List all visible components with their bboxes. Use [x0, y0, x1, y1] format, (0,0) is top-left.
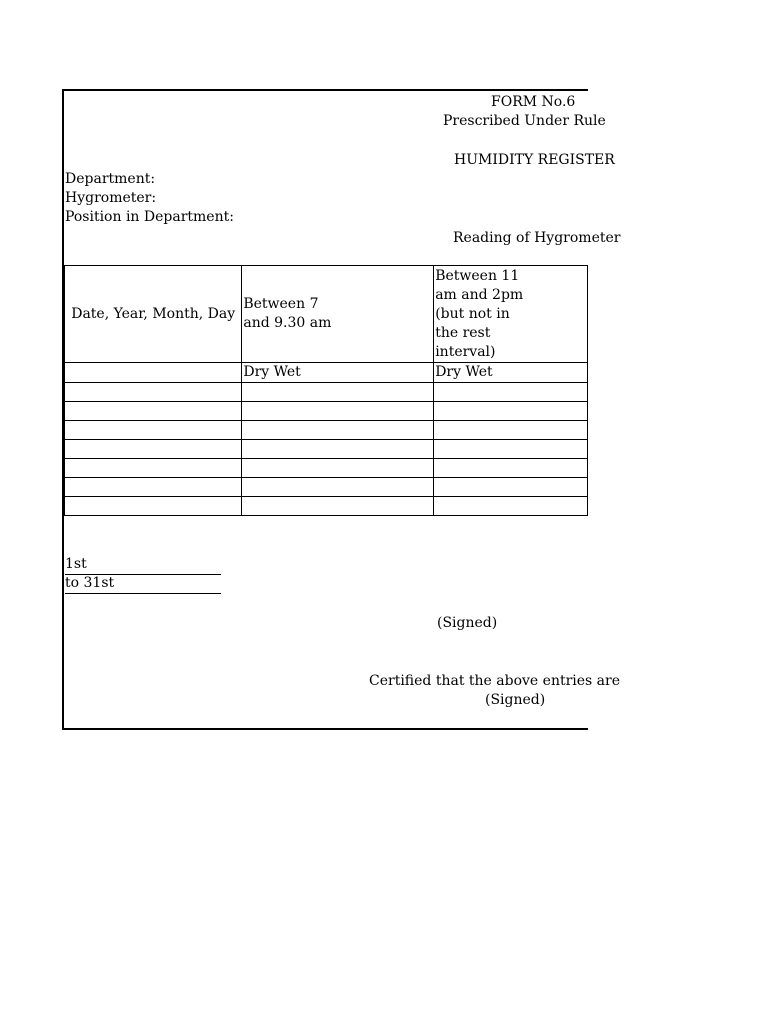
table-row — [65, 383, 588, 402]
to-date-label: to 31st — [65, 575, 115, 591]
subheader-morning: Dry Wet — [242, 363, 434, 383]
cell[interactable] — [434, 478, 588, 497]
prescribed-rule: Prescribed Under Rule — [443, 113, 606, 129]
cell[interactable] — [65, 440, 242, 459]
cell[interactable] — [434, 421, 588, 440]
subheader-date — [65, 363, 242, 383]
signed-certifier-label: (Signed) — [485, 692, 546, 708]
form-number: FORM No.6 — [491, 94, 576, 110]
table-header-row — [65, 266, 588, 363]
table-row — [65, 421, 588, 440]
certified-text: Certified that the above entries are — [369, 673, 620, 689]
position-label: Position in Department: — [65, 209, 234, 225]
subheader-midday: Dry Wet — [434, 363, 588, 383]
register-title: HUMIDITY REGISTER — [454, 152, 615, 168]
cell[interactable] — [242, 383, 434, 402]
from-date-label: 1st — [65, 556, 87, 572]
cell[interactable] — [242, 421, 434, 440]
from-date-line — [65, 555, 221, 575]
cell[interactable] — [242, 402, 434, 421]
to-date-line — [65, 574, 221, 594]
cell[interactable] — [242, 497, 434, 516]
humidity-table — [64, 265, 588, 516]
cell[interactable] — [65, 478, 242, 497]
cell[interactable] — [65, 459, 242, 478]
header-date: Date, Year, Month, Day — [65, 266, 242, 363]
cell[interactable] — [65, 421, 242, 440]
cell[interactable] — [65, 497, 242, 516]
hygrometer-label: Hygrometer: — [65, 190, 157, 206]
humidity-register-form — [62, 89, 621, 730]
cell[interactable] — [242, 459, 434, 478]
signed-label: (Signed) — [437, 615, 498, 631]
header-morning: Between 7 and 9.30 am — [242, 266, 434, 363]
table-row — [65, 402, 588, 421]
table-row — [65, 459, 588, 478]
cell[interactable] — [242, 478, 434, 497]
table-row — [65, 440, 588, 459]
table-row — [65, 478, 588, 497]
reading-heading: Reading of Hygrometer — [453, 230, 621, 246]
cell[interactable] — [434, 497, 588, 516]
department-label: Department: — [65, 171, 156, 187]
cell[interactable] — [434, 383, 588, 402]
cell[interactable] — [434, 459, 588, 478]
cell[interactable] — [65, 402, 242, 421]
header-midday: Between 11 am and 2pm (but not in the rest interval) — [434, 266, 588, 363]
cell[interactable] — [65, 383, 242, 402]
table-subheader-row — [65, 363, 588, 383]
cell[interactable] — [434, 402, 588, 421]
table-row — [65, 497, 588, 516]
cell[interactable] — [434, 440, 588, 459]
cell[interactable] — [242, 440, 434, 459]
